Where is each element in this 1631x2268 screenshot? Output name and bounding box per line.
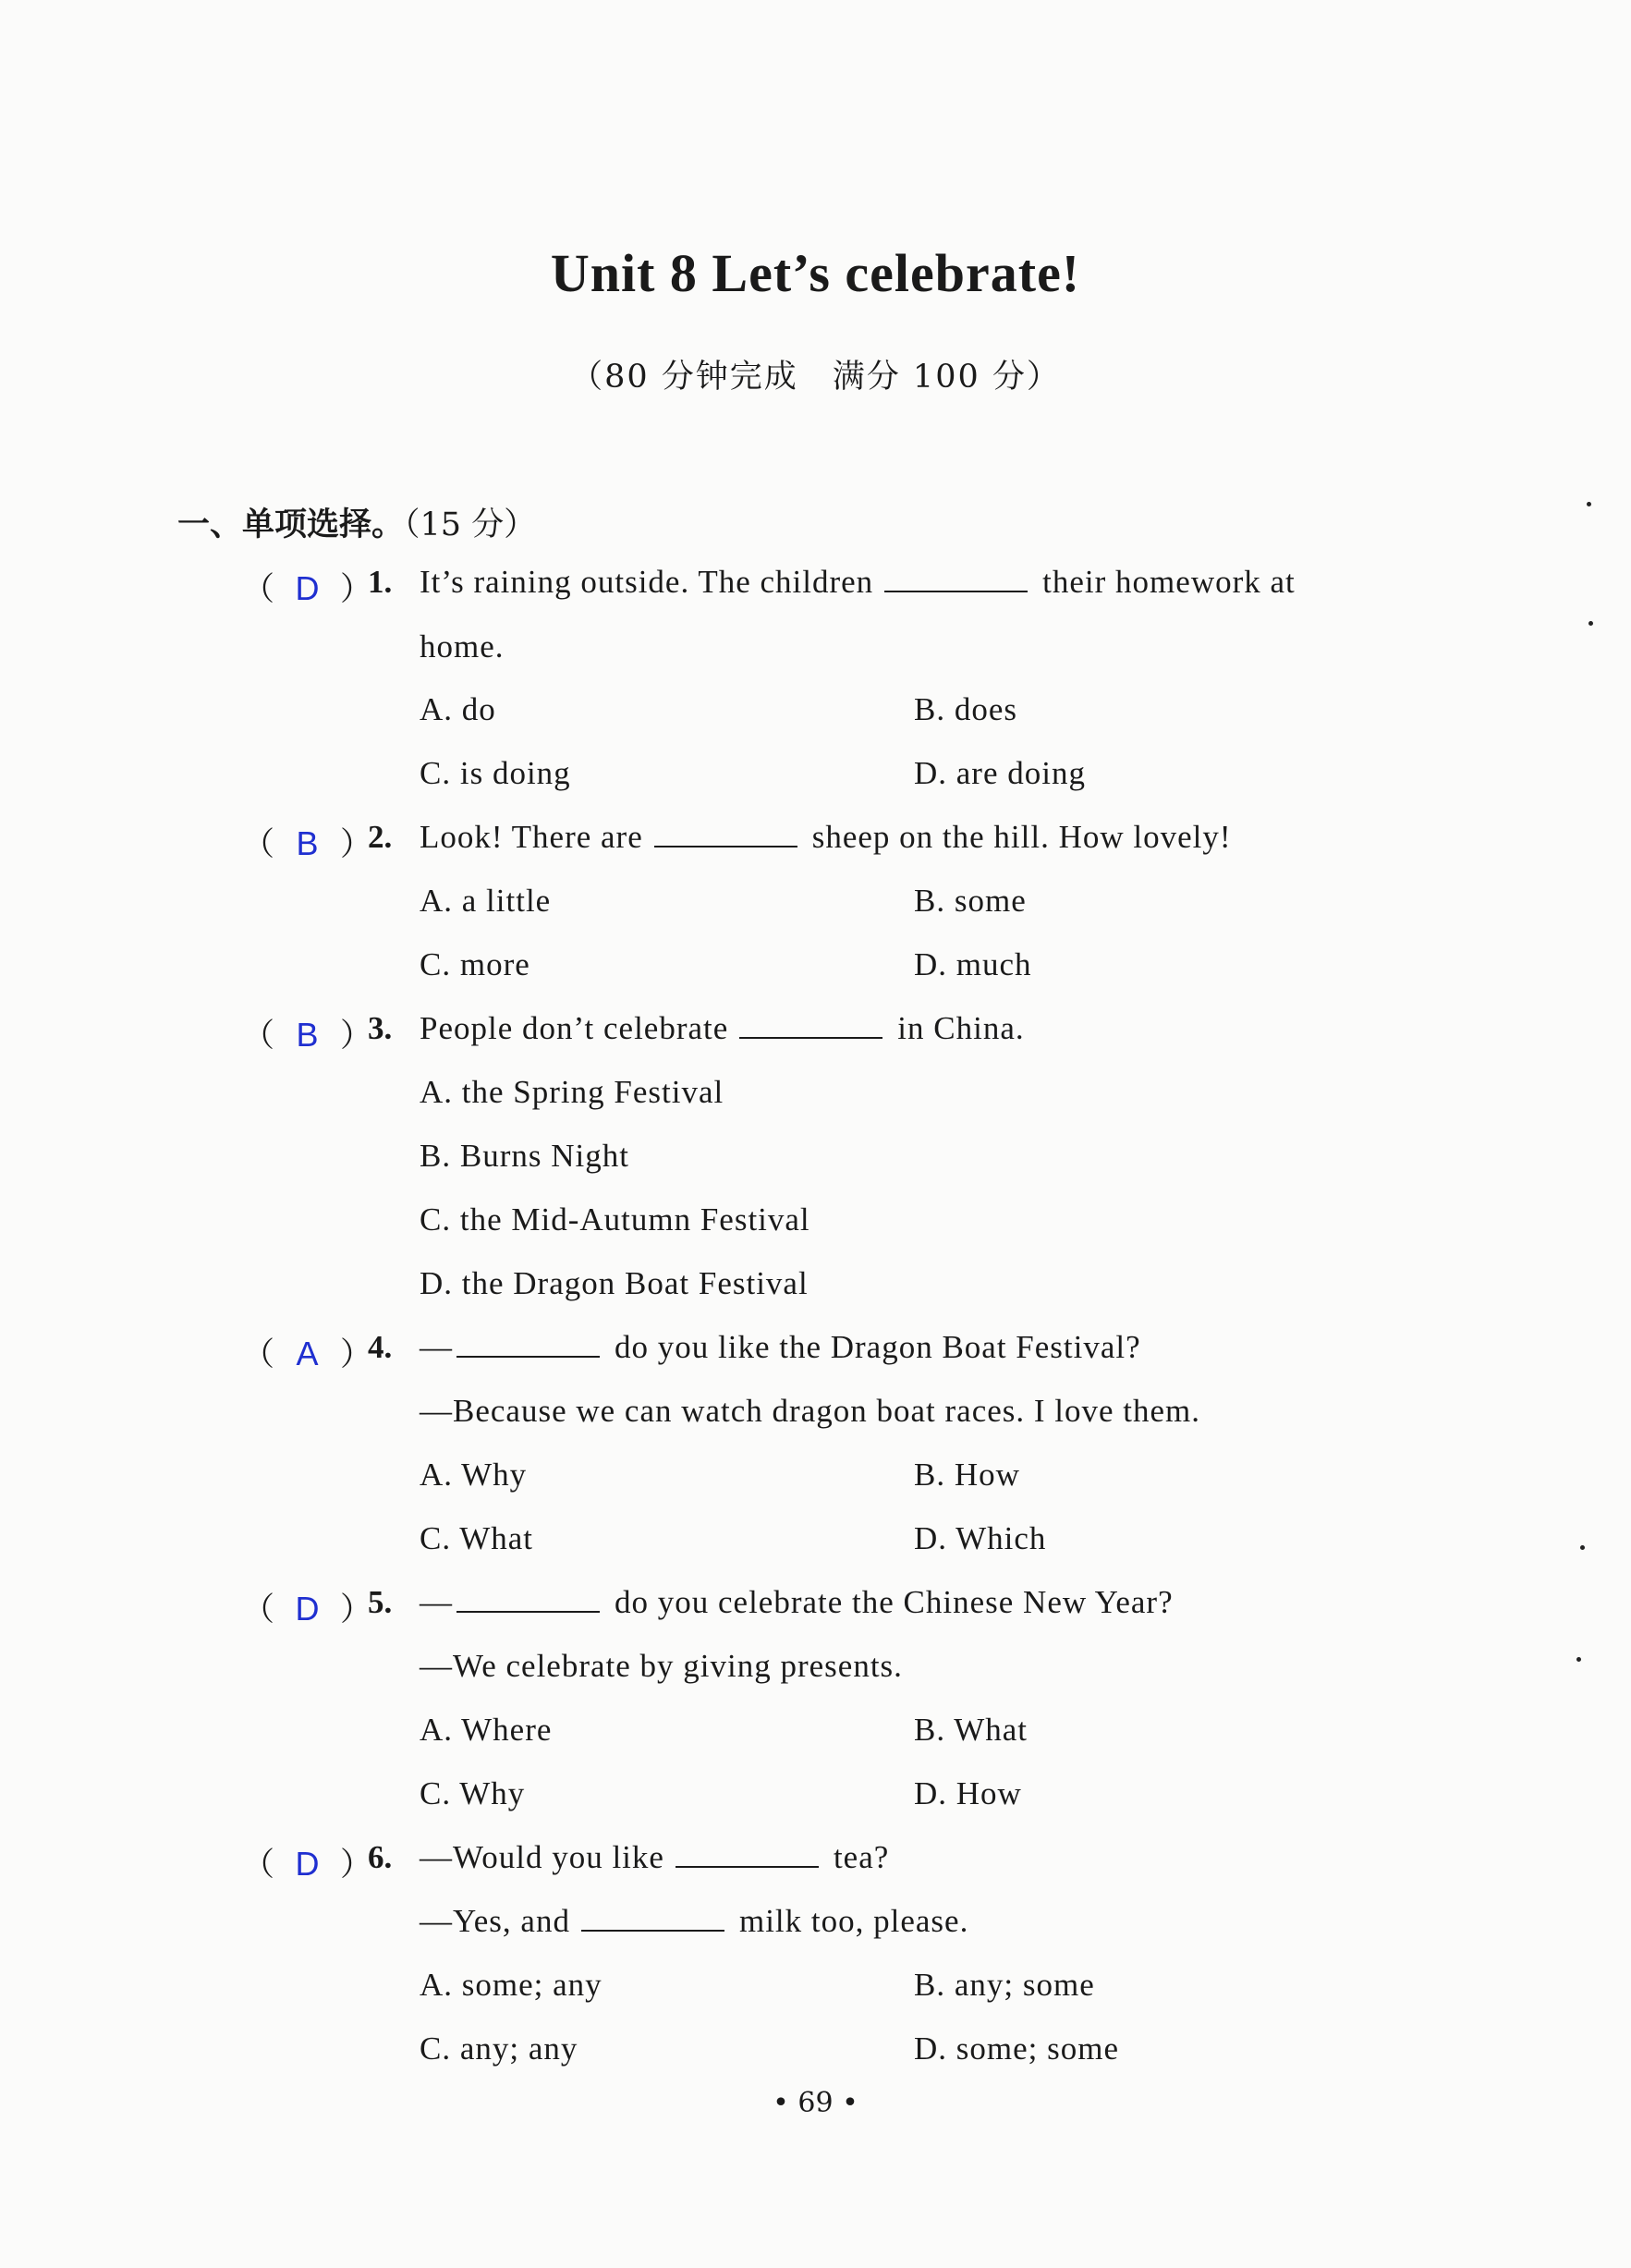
page-subtitle: （80 分钟完成 满分 100 分） — [570, 359, 1061, 396]
stem-before-q6: —Would you like — [420, 1839, 664, 1875]
reply-q5: —We celebrate by giving presents. — [420, 1648, 903, 1684]
section-points: （15 分） — [404, 506, 537, 543]
option-c-q5: C. Why — [420, 1775, 526, 1811]
option-d-q5: D. How — [914, 1775, 1022, 1811]
question-number-q6: 6. — [368, 1839, 393, 1875]
option-c-q6: C. any; any — [420, 2030, 578, 2067]
blank-q6a — [676, 1865, 819, 1868]
stem-after-q4: do you like the Dragon Boat Festival? — [615, 1329, 1141, 1365]
option-d-q3: D. the Dragon Boat Festival — [420, 1265, 809, 1301]
option-c-q2: C. more — [420, 946, 530, 982]
option-c-q3: C. the Mid-Autumn Festival — [420, 1201, 810, 1238]
option-a-q2: A. a little — [420, 883, 552, 919]
option-c-q4: C. What — [420, 1520, 534, 1556]
answer-q1: D — [295, 569, 321, 607]
stem-after-q5: do you celebrate the Chinese New Year? — [615, 1584, 1174, 1620]
option-d-q2: D. much — [914, 946, 1032, 982]
answer-paren-q2: （ B ） — [242, 824, 374, 862]
option-d-q1: D. are doing — [914, 755, 1086, 791]
option-c-q1: C. is doing — [420, 755, 571, 791]
option-d-q4: D. Which — [914, 1520, 1047, 1556]
option-b-q4: B. How — [914, 1457, 1020, 1493]
scan-speck — [1587, 502, 1591, 506]
scan-speck — [1580, 1545, 1585, 1550]
question-stem-q6 — [420, 1839, 889, 1876]
scan-speck — [1588, 621, 1593, 626]
option-a-q5: A. Where — [420, 1712, 553, 1748]
page-number: • 69 • — [773, 2087, 858, 2119]
answer-q5: D — [295, 1590, 321, 1628]
answer-q6: D — [295, 1845, 321, 1883]
stem-before-q3: People don’t celebrate — [420, 1010, 729, 1046]
answer-paren-q3: （ B ） — [242, 1016, 374, 1054]
option-d-q6: D. some; some — [914, 2030, 1120, 2067]
section-heading — [177, 499, 536, 545]
blank-q1 — [884, 590, 1028, 592]
stem-after-q2: sheep on the hill. How lovely! — [811, 819, 1232, 855]
blank-q4 — [456, 1355, 600, 1358]
option-b-q6: B. any; some — [914, 1967, 1095, 2003]
stem-before-q4: — — [420, 1329, 453, 1365]
stem-after-q1: their homework at — [1042, 564, 1296, 600]
option-b-q3: B. Burns Night — [420, 1138, 629, 1174]
question-number-q2: 2. — [368, 819, 393, 855]
question-stem-q3 — [420, 1010, 1025, 1047]
option-b-q2: B. some — [914, 883, 1027, 919]
reply-q4: —Because we can watch dragon boat races. I love them. — [420, 1393, 1201, 1429]
answer-q2: B — [296, 824, 320, 862]
answer-paren-q1: （ D ） — [242, 569, 374, 607]
question-stem-q4 — [420, 1329, 1141, 1366]
question-stem-cont-q1: home. — [420, 628, 505, 665]
option-b-q1: B. does — [914, 691, 1017, 727]
answer-paren-q4: （ A ） — [242, 1335, 374, 1372]
option-b-q5: B. What — [914, 1712, 1029, 1748]
stem-after-q3: in China. — [897, 1010, 1025, 1046]
option-a-q6: A. some; any — [420, 1967, 602, 2003]
option-a-q4: A. Why — [420, 1457, 528, 1493]
stem-before-q5: — — [420, 1584, 453, 1620]
question-number-q3: 3. — [368, 1010, 393, 1046]
option-a-q3: A. the Spring Festival — [420, 1074, 724, 1110]
stem-after-q6: tea? — [833, 1839, 890, 1875]
question-number-q1: 1. — [368, 564, 393, 600]
page-title: Unit 8 Let’s celebrate! — [550, 243, 1081, 303]
question-stem-q2 — [420, 819, 1232, 856]
stem-before-q1: It’s raining outside. The children — [420, 564, 874, 600]
blank-q5 — [456, 1610, 600, 1613]
blank-q2 — [654, 845, 797, 847]
blank-q6b — [581, 1929, 724, 1932]
question-stem-q5 — [420, 1584, 1174, 1621]
scan-speck — [1576, 1657, 1581, 1662]
stem-before-q2: Look! There are — [420, 819, 643, 855]
blank-q3 — [739, 1036, 882, 1039]
section-label: 一、单项选择。 — [177, 506, 405, 543]
option-a-q1: A. do — [420, 691, 496, 727]
question-stem-q1 — [420, 564, 1296, 601]
answer-q3: B — [296, 1016, 320, 1054]
answer-paren-q5: （ D ） — [242, 1590, 374, 1628]
reply-q6 — [420, 1903, 968, 1940]
question-number-q5: 5. — [368, 1584, 393, 1620]
reply-before-q6: —Yes, and — [420, 1903, 570, 1939]
answer-q4: A — [296, 1335, 320, 1372]
question-number-q4: 4. — [368, 1329, 393, 1365]
answer-paren-q6: （ D ） — [242, 1845, 374, 1883]
reply-after-q6: milk too, please. — [738, 1903, 969, 1939]
